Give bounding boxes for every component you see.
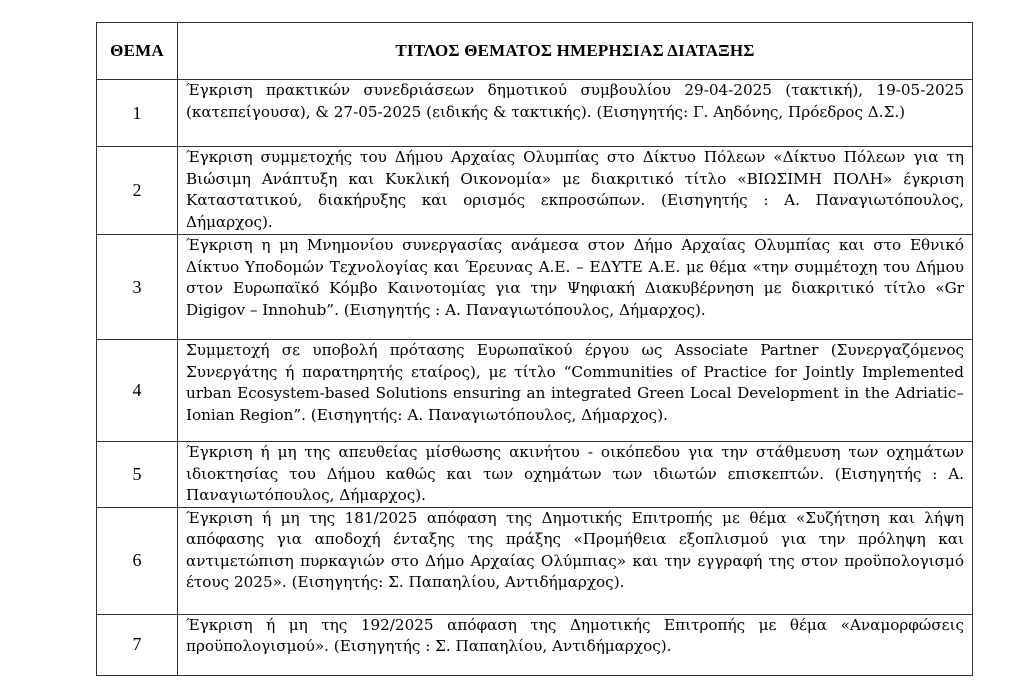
item-number: 3 <box>97 235 178 340</box>
table-row <box>97 147 973 235</box>
item-number: 6 <box>97 507 178 614</box>
item-cell <box>178 147 973 235</box>
item-cell <box>178 614 973 675</box>
item-text: Έγκριση ή μη της 192/2025 απόφαση της Δημοτικής Επιτροπής με θέμα «Αναμορφώσεις προϋπολογισμού». (Εισηγητής : Σ. Παπαηλίου, Αντιδήμαρχος). <box>186 615 964 655</box>
item-text: Συμμετοχή σε υποβολή πρότασης Ευρωπαϊκού έργου ως Associate Partner (Συνεργαζόμενος Συνεργάτης ή παρατηρητής εταίρος), με τίτλο “Communities of Practice for Jointly Implemented urban Ecosystem-based Solutions ensuring an integrated Green Local Development in the Adriatic–Ionian Region”. (Εισηγητής: Α. Παναγιωτόπουλος, Δήμαρχος). <box>186 341 964 424</box>
table-row <box>97 614 973 675</box>
item-cell <box>178 442 973 508</box>
item-text: Έγκριση ή μη της 181/2025 απόφαση της Δημοτικής Επιτροπής με θέμα «Συζήτηση και λήψη απόφασης για αποδοχή ένταξης της πράξης «Προμήθεια εξοπλισμού για την πρόληψη και αντιμετώπιση πυρκαγιών στο Δήμο Αρχαίας Ολύμπιας» και την εγγραφή της στον προϋπολογισμό έτους 2025». (Εισηγητής: Σ. Παπαηλίου, Αντιδήμαρχος). <box>186 508 964 591</box>
table-row <box>97 507 973 614</box>
table-row <box>97 340 973 442</box>
agenda-table <box>96 22 973 676</box>
header-number: ΘΕΜΑ <box>97 23 178 80</box>
item-text: Έγκριση η μη Μνημονίου συνεργασίας ανάμεσα στον Δήμο Αρχαίας Ολυμπίας και στο Εθνικό Δίκτυο Υποδομών Τεχνολογίας και Έρευνας Α.Ε. – ΕΔΥΤΕ Α.Ε. με θέμα «την συμμέτοχη του Δήμου στον Ευρωπαϊκό Κόμβο Καινοτομίας για την Ψηφιακή Διακυβέρνηση με διακριτικό τίτλο «Gr Digigov – Innohub”. (Εισηγητής : Α. Παναγιωτόπουλος, Δήμαρχος). <box>186 236 964 319</box>
item-number: 1 <box>97 80 178 147</box>
item-cell <box>178 80 973 147</box>
header-row <box>97 23 973 80</box>
item-number: 2 <box>97 147 178 235</box>
item-text: Έγκριση συμμετοχής του Δήμου Αρχαίας Ολυμπίας στο Δίκτυο Πόλεων «Δίκτυο Πόλεων για τη Βιώσιμη Ανάπτυξη και Κυκλική Οικονομία» με διακριτικό τίτλο «ΒΙΩΣΙΜΗ ΠΟΛΗ» έγκριση Καταστατικού, διακήρυξης και ορισμός εκπροσώπων. (Εισηγητής : Α. Παναγιωτόπουλος, Δήμαρχος). <box>186 148 964 231</box>
table-row <box>97 235 973 340</box>
table-row <box>97 80 973 147</box>
item-cell <box>178 235 973 340</box>
item-number: 7 <box>97 614 178 675</box>
item-cell <box>178 340 973 442</box>
item-text: Έγκριση πρακτικών συνεδριάσεων δημοτικού συμβουλίου 29-04-2025 (τακτική), 19-05-2025 (κατεπείγουσα), & 27-05-2025 (ειδικής & τακτικής). (Εισηγητής: Γ. Αηδόνης, Πρόεδρος Δ.Σ.) <box>186 81 964 121</box>
item-number: 4 <box>97 340 178 442</box>
item-text: Έγκριση ή μη της απευθείας μίσθωσης ακινήτου - οικόπεδου για την στάθμευση των οχημάτων ιδιοκτησίας του Δήμου καθώς και των οχημάτων των ιδιωτών επισκεπτών. (Εισηγητής : Α. Παναγιωτόπουλος, Δήμαρχος). <box>186 443 964 504</box>
header-title: ΤΙΤΛΟΣ ΘΕΜΑΤΟΣ ΗΜΕΡΗΣΙΑΣ ΔΙΑΤΑΞΗΣ <box>178 23 973 80</box>
item-number: 5 <box>97 442 178 508</box>
table-row <box>97 442 973 508</box>
item-cell <box>178 507 973 614</box>
